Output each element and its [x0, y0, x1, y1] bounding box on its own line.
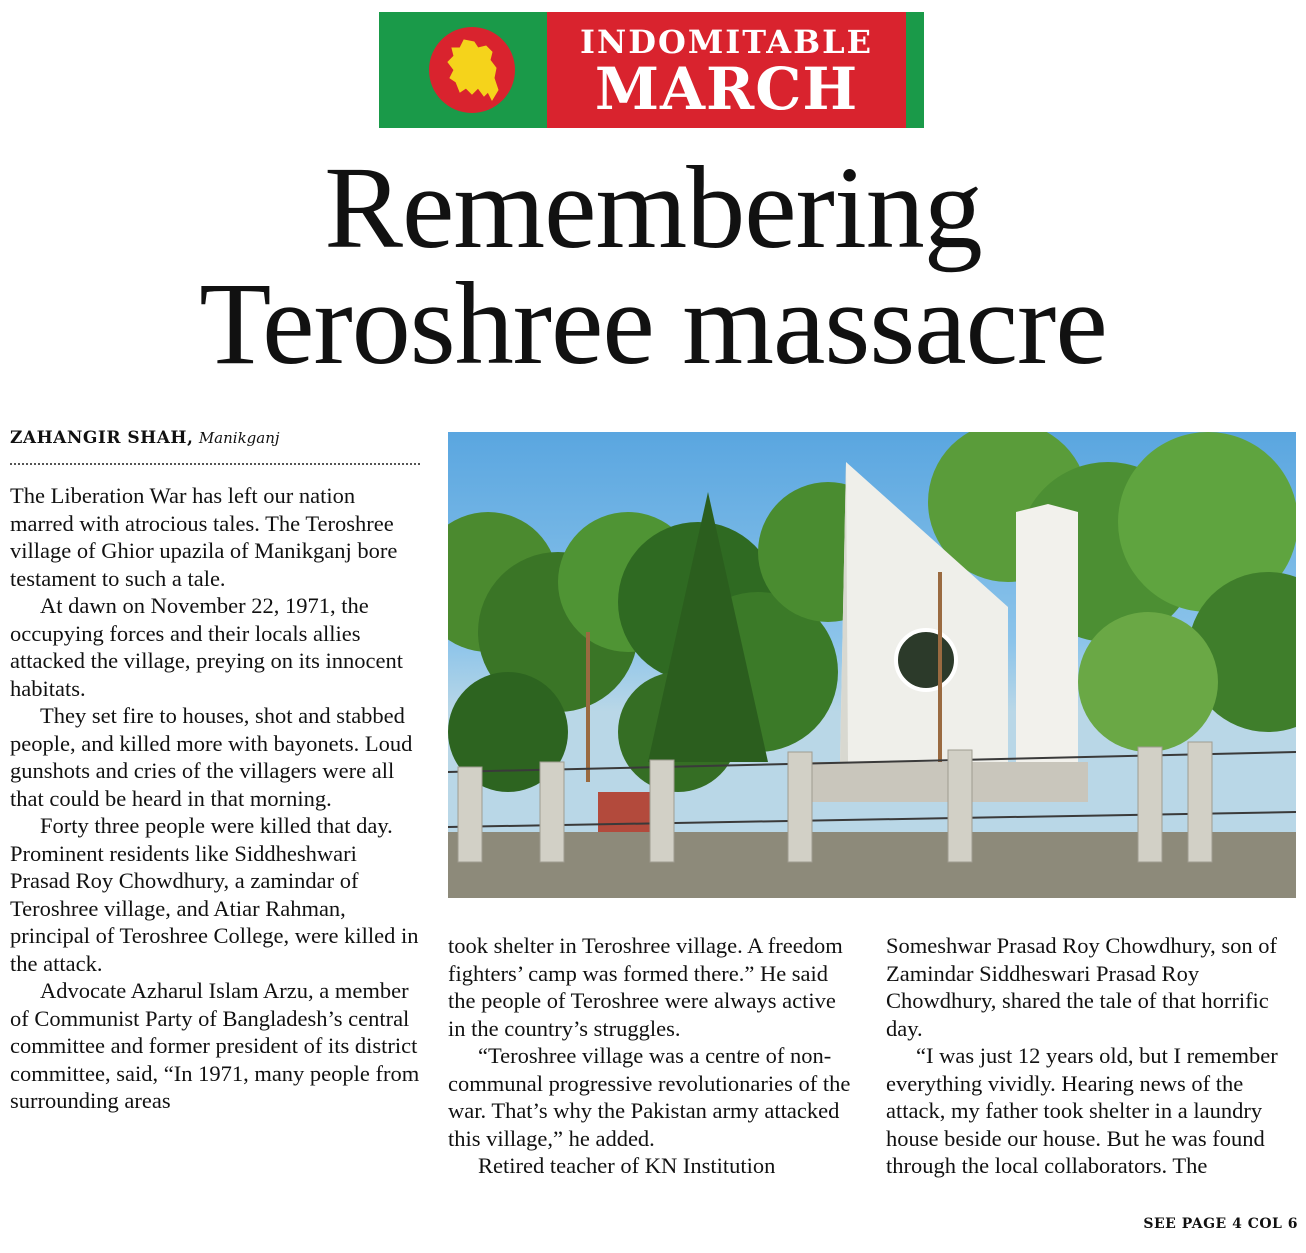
banner-green-stripe-right — [906, 12, 924, 128]
byline-author: ZAHANGIR SHAH, — [10, 428, 194, 448]
headline-line1: Remembering — [324, 142, 982, 273]
paragraph: Retired teacher of KN Institution — [478, 1153, 776, 1178]
paragraph: At dawn on November 22, 1971, the occupying forces and their locals allies attacked the village, preying on its innocent habitats. — [10, 593, 404, 701]
byline — [10, 428, 280, 448]
paragraph: They set fire to houses, shot and stabbed people, and killed more with bayonets. Loud gunshots and cries of the villagers were all that could be heard in that morning. — [10, 703, 413, 811]
jump-reference-link[interactable]: SEE PAGE 4 COL 6 — [1143, 1216, 1298, 1232]
paragraph: The Liberation War has left our nation marred with atrocious tales. The Teroshree village of Ghior upazila of Manikganj bore testament to such a tale. — [10, 483, 398, 591]
byline-divider — [10, 463, 420, 465]
section-banner — [379, 12, 924, 128]
banner-title — [547, 22, 906, 123]
banner-green-stripe-left — [379, 12, 397, 128]
article-column-3 — [886, 932, 1298, 1180]
paragraph: Forty three people were killed that day. Prominent residents like Siddheshwari Prasad Roy Chowdhury, a zamindar of Teroshree village, and Atiar Rahman, principal of Teroshree College, were killed in the attack. — [10, 813, 419, 976]
article-column-2 — [448, 932, 858, 1180]
bangladesh-map-icon — [444, 38, 500, 102]
flag-circle — [429, 27, 515, 113]
memorial-monument-photo — [448, 432, 1296, 898]
banner-red-panel — [397, 12, 906, 128]
paragraph: “Teroshree village was a centre of non-communal progressive revolutionaries of the war. That’s why the Pakistan army attacked this village,” he added. — [448, 1043, 851, 1151]
headline — [0, 142, 1306, 389]
paragraph: “I was just 12 years old, but I remember everything vividly. Hearing news of the attack, my father took shelter in a laundry house beside our house. But he was found through the local collaborators. The — [886, 1043, 1278, 1178]
paragraph: Someshwar Prasad Roy Chowdhury, son of Zamindar Siddheswari Prasad Roy Chowdhury, shared the tale of that horrific day. — [886, 933, 1278, 1041]
banner-flag-box — [397, 12, 547, 128]
paragraph: Advocate Azharul Islam Arzu, a member of Communist Party of Bangladesh’s central committee and former president of its district committee, said, “In 1971, many people from surrounding areas — [10, 978, 420, 1113]
banner-title-line2: MARCH — [594, 55, 859, 123]
paragraph: took shelter in Teroshree village. A freedom fighters’ camp was formed there.” He said the people of Teroshree were always active in the country’s struggles. — [448, 933, 843, 1041]
headline-line2: Teroshree massacre — [199, 258, 1107, 389]
article-column-1 — [10, 482, 422, 1115]
banner-title-line1: INDOMITABLE — [579, 23, 874, 61]
byline-location: Manikganj — [198, 429, 280, 447]
